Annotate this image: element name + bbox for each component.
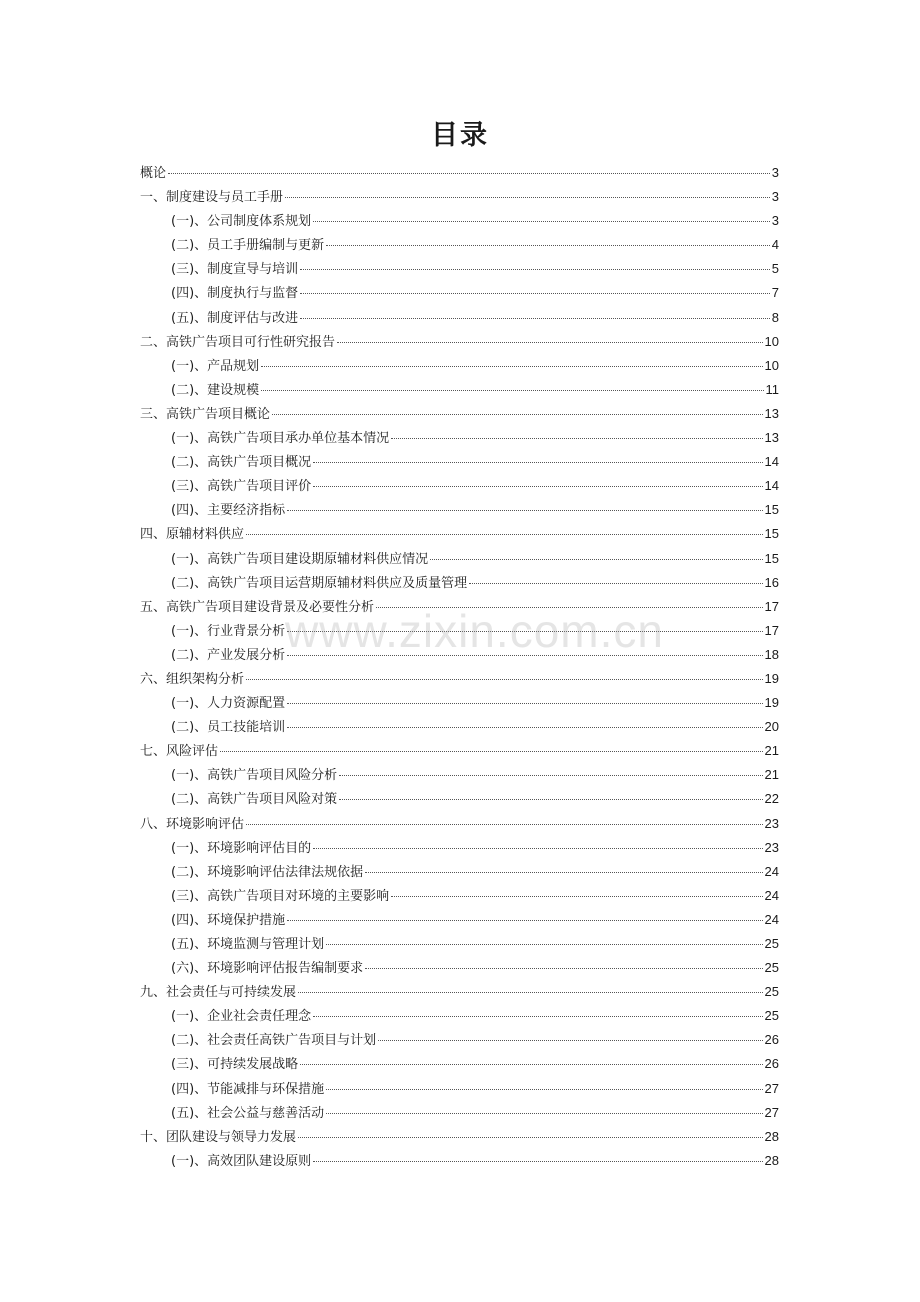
toc-entry-title: 二、高铁广告项目可行性研究报告: [140, 334, 336, 350]
dot-leader: [285, 197, 770, 198]
toc-entry-page-number: 18: [764, 646, 779, 662]
dot-leader: [246, 824, 763, 825]
toc-entry-page-number: 3: [771, 165, 779, 180]
toc-entry-title: 十、团队建设与领导力发展: [140, 1129, 297, 1145]
toc-entry-page-number: 15: [764, 526, 779, 542]
toc-entry-page-number: 28: [764, 1152, 779, 1168]
dot-leader: [261, 390, 763, 391]
toc-entry[interactable]: [140, 330, 779, 354]
toc-entry[interactable]: [140, 185, 779, 209]
dot-leader: [246, 679, 763, 680]
toc-entry-page-number: 17: [764, 622, 779, 638]
toc-entry-title: (二)、高铁广告项目概况: [171, 455, 312, 471]
toc-entry[interactable]: [140, 1077, 779, 1101]
toc-entry[interactable]: [140, 932, 779, 956]
dot-leader: [313, 1016, 762, 1017]
toc-entry-page-number: 20: [764, 719, 779, 735]
toc-entry[interactable]: [140, 763, 779, 787]
toc-entry-title: (四)、主要经济指标: [171, 503, 286, 519]
toc-entry-page-number: 13: [764, 405, 779, 421]
toc-entry-page-number: 24: [764, 863, 779, 879]
toc-entry-page-number: 14: [764, 454, 779, 470]
dot-leader: [313, 221, 770, 222]
toc-entry-page-number: 21: [764, 743, 779, 759]
toc-entry-page-number: 13: [764, 430, 779, 446]
toc-entry-title: (一)、高效团队建设原则: [171, 1153, 312, 1169]
dot-leader: [287, 703, 762, 704]
toc-entry-page-number: 19: [764, 670, 779, 686]
page-title: 目录: [431, 120, 489, 151]
dot-leader: [300, 318, 770, 319]
toc-entry[interactable]: [140, 667, 779, 691]
toc-entry-title: 一、制度建设与员工手册: [140, 190, 284, 206]
dot-leader: [287, 631, 762, 632]
dot-leader: [313, 462, 762, 463]
toc-entry-page-number: 8: [771, 309, 779, 325]
toc-entry-title: 九、社会责任与可持续发展: [140, 985, 297, 1001]
dot-leader: [430, 559, 762, 560]
toc-entry-title: (三)、制度宣导与培训: [171, 262, 299, 278]
toc-entry[interactable]: [140, 426, 779, 450]
toc-entry-page-number: 24: [764, 887, 779, 903]
toc-entry-title: (一)、企业社会责任理念: [171, 1009, 312, 1025]
toc-entry[interactable]: [140, 1101, 779, 1125]
toc-entry-page-number: 27: [764, 1104, 779, 1120]
toc-entry-page-number: 7: [771, 285, 779, 301]
table-of-contents: [140, 161, 779, 1173]
dot-leader: [313, 848, 762, 849]
dot-leader: [469, 583, 762, 584]
toc-entry[interactable]: [140, 571, 779, 595]
toc-entry-page-number: 3: [771, 213, 779, 229]
toc-entry-title: (二)、社会责任高铁广告项目与计划: [171, 1033, 377, 1049]
toc-entry[interactable]: [140, 1149, 779, 1173]
dot-leader: [376, 607, 763, 608]
toc-entry[interactable]: [140, 450, 779, 474]
toc-entry[interactable]: [140, 257, 779, 281]
toc-entry[interactable]: [140, 739, 779, 763]
toc-entry-title: (一)、行业背景分析: [171, 623, 286, 639]
dot-leader: [168, 173, 770, 174]
toc-entry-title: 三、高铁广告项目概论: [140, 406, 271, 422]
toc-entry-title: (二)、高铁广告项目运营期原辅材料供应及质量管理: [171, 575, 468, 591]
dot-leader: [272, 414, 763, 415]
toc-entry-page-number: 16: [764, 574, 779, 590]
toc-entry-title: 五、高铁广告项目建设背景及必要性分析: [140, 599, 375, 615]
toc-entry-page-number: 25: [764, 1008, 779, 1024]
toc-entry-page-number: 15: [764, 502, 779, 518]
toc-entry-title: (五)、环境监测与管理计划: [171, 937, 325, 952]
toc-entry-title: (六)、环境影响评估报告编制要求: [171, 961, 364, 977]
toc-entry[interactable]: [140, 233, 779, 257]
watermark: www.zixin.com.cn: [285, 605, 664, 657]
toc-entry-title: (二)、员工技能培训: [171, 720, 286, 736]
toc-entry-page-number: 23: [764, 839, 779, 855]
toc-entry-page-number: 28: [764, 1128, 779, 1144]
toc-entry-page-number: 26: [764, 1056, 779, 1072]
toc-entry-title: 七、风险评估: [140, 744, 219, 760]
dot-leader: [326, 944, 762, 945]
toc-entry[interactable]: [140, 209, 779, 233]
toc-entry-page-number: 21: [764, 767, 779, 783]
toc-entry[interactable]: [140, 498, 779, 522]
toc-entry[interactable]: [140, 1125, 779, 1149]
toc-entry-page-number: 27: [764, 1080, 779, 1096]
toc-entry[interactable]: [140, 619, 779, 643]
toc-entry-page-number: 5: [771, 261, 779, 277]
toc-entry-title: (二)、环境影响评估法律法规依据: [171, 864, 364, 880]
toc-entry[interactable]: [140, 884, 779, 908]
toc-entry-page-number: 14: [764, 478, 779, 494]
dot-leader: [287, 727, 762, 728]
toc-entry-page-number: 11: [765, 381, 779, 397]
toc-entry-page-number: 26: [764, 1032, 779, 1048]
dot-leader: [287, 655, 762, 656]
toc-entry-page-number: 22: [764, 791, 779, 807]
dot-leader: [378, 1040, 762, 1041]
toc-entry-title: 八、环境影响评估: [140, 816, 245, 832]
toc-entry[interactable]: [140, 161, 779, 185]
toc-entry-title: (一)、高铁广告项目风险分析: [171, 768, 338, 784]
toc-entry[interactable]: [140, 547, 779, 571]
toc-entry-title: (三)、高铁广告项目评价: [171, 479, 312, 495]
toc-entry-title: (一)、高铁广告项目建设期原辅材料供应情况: [171, 551, 429, 567]
toc-entry-page-number: 25: [764, 960, 779, 976]
toc-entry[interactable]: [140, 1052, 779, 1076]
toc-entry[interactable]: [140, 691, 779, 715]
dot-leader: [391, 438, 762, 439]
dot-leader: [313, 1161, 762, 1162]
toc-entry-title: (一)、高铁广告项目承办单位基本情况: [171, 431, 390, 447]
dot-leader: [365, 872, 762, 873]
toc-entry[interactable]: [140, 378, 779, 402]
toc-entry[interactable]: [140, 643, 779, 667]
toc-entry-title: (二)、产业发展分析: [171, 647, 286, 663]
toc-entry-title: 四、原辅材料供应: [140, 527, 245, 543]
dot-leader: [391, 896, 762, 897]
toc-entry-title: (二)、建设规模: [171, 382, 260, 398]
dot-leader: [287, 510, 762, 511]
dot-leader: [326, 245, 770, 246]
toc-entry-title: (五)、制度评估与改进: [171, 310, 299, 326]
toc-entry-page-number: 10: [764, 333, 779, 349]
toc-entry-title: (三)、高铁广告项目对环境的主要影响: [171, 888, 390, 904]
dot-leader: [337, 342, 763, 343]
dot-leader: [365, 968, 762, 969]
toc-entry-page-number: 15: [764, 550, 779, 566]
dot-leader: [326, 1089, 762, 1090]
toc-entry[interactable]: [140, 787, 779, 811]
dot-leader: [300, 1064, 762, 1065]
dot-leader: [300, 293, 770, 294]
toc-entry[interactable]: [140, 281, 779, 305]
dot-leader: [287, 920, 762, 921]
dot-leader: [326, 1113, 762, 1114]
toc-entry-title: (一)、产品规划: [171, 358, 260, 374]
dot-leader: [300, 269, 770, 270]
toc-entry-page-number: 25: [764, 984, 779, 1000]
toc-entry-title: (一)、环境影响评估目的: [171, 840, 312, 856]
toc-entry-page-number: 19: [764, 695, 779, 711]
toc-entry-page-number: 17: [764, 598, 779, 614]
toc-entry[interactable]: [140, 306, 779, 330]
dot-leader: [313, 486, 762, 487]
toc-entry-title: (一)、人力资源配置: [171, 696, 286, 712]
toc-entry[interactable]: [140, 812, 779, 836]
dot-leader: [298, 1137, 763, 1138]
toc-entry-page-number: 3: [771, 189, 779, 205]
toc-entry[interactable]: [140, 1004, 779, 1028]
toc-entry-page-number: 24: [764, 911, 779, 927]
toc-entry[interactable]: [140, 522, 779, 546]
toc-entry-title: (一)、公司制度体系规划: [171, 214, 312, 230]
toc-entry[interactable]: [140, 980, 779, 1004]
toc-entry-page-number: 10: [764, 357, 779, 373]
toc-entry-title: 六、组织架构分析: [140, 671, 245, 687]
toc-entry[interactable]: [140, 956, 779, 980]
toc-entry[interactable]: [140, 715, 779, 739]
toc-entry-title: (五)、社会公益与慈善活动: [171, 1105, 325, 1121]
toc-entry-title: (四)、环境保护措施: [171, 912, 286, 928]
toc-entry[interactable]: [140, 1028, 779, 1052]
toc-entry-title: (二)、员工手册编制与更新: [171, 238, 325, 254]
dot-leader: [220, 751, 763, 752]
toc-entry[interactable]: [140, 836, 779, 860]
toc-entry-title: 概论: [140, 166, 167, 181]
toc-entry-title: (二)、高铁广告项目风险对策: [171, 792, 338, 808]
dot-leader: [339, 775, 762, 776]
toc-entry-title: (三)、可持续发展战略: [171, 1057, 299, 1073]
toc-entry-page-number: 25: [764, 936, 779, 951]
toc-entry-title: (四)、节能减排与环保措施: [171, 1081, 325, 1097]
toc-entry[interactable]: [140, 860, 779, 884]
toc-entry-page-number: 4: [771, 237, 779, 253]
dot-leader: [261, 366, 762, 367]
toc-entry-page-number: 23: [764, 815, 779, 831]
toc-entry[interactable]: [140, 908, 779, 932]
toc-entry[interactable]: [140, 474, 779, 498]
dot-leader: [339, 799, 762, 800]
toc-entry-title: (四)、制度执行与监督: [171, 286, 299, 302]
toc-entry[interactable]: [140, 354, 779, 378]
toc-entry[interactable]: [140, 402, 779, 426]
toc-entry[interactable]: [140, 595, 779, 619]
dot-leader: [246, 534, 763, 535]
dot-leader: [298, 992, 763, 993]
